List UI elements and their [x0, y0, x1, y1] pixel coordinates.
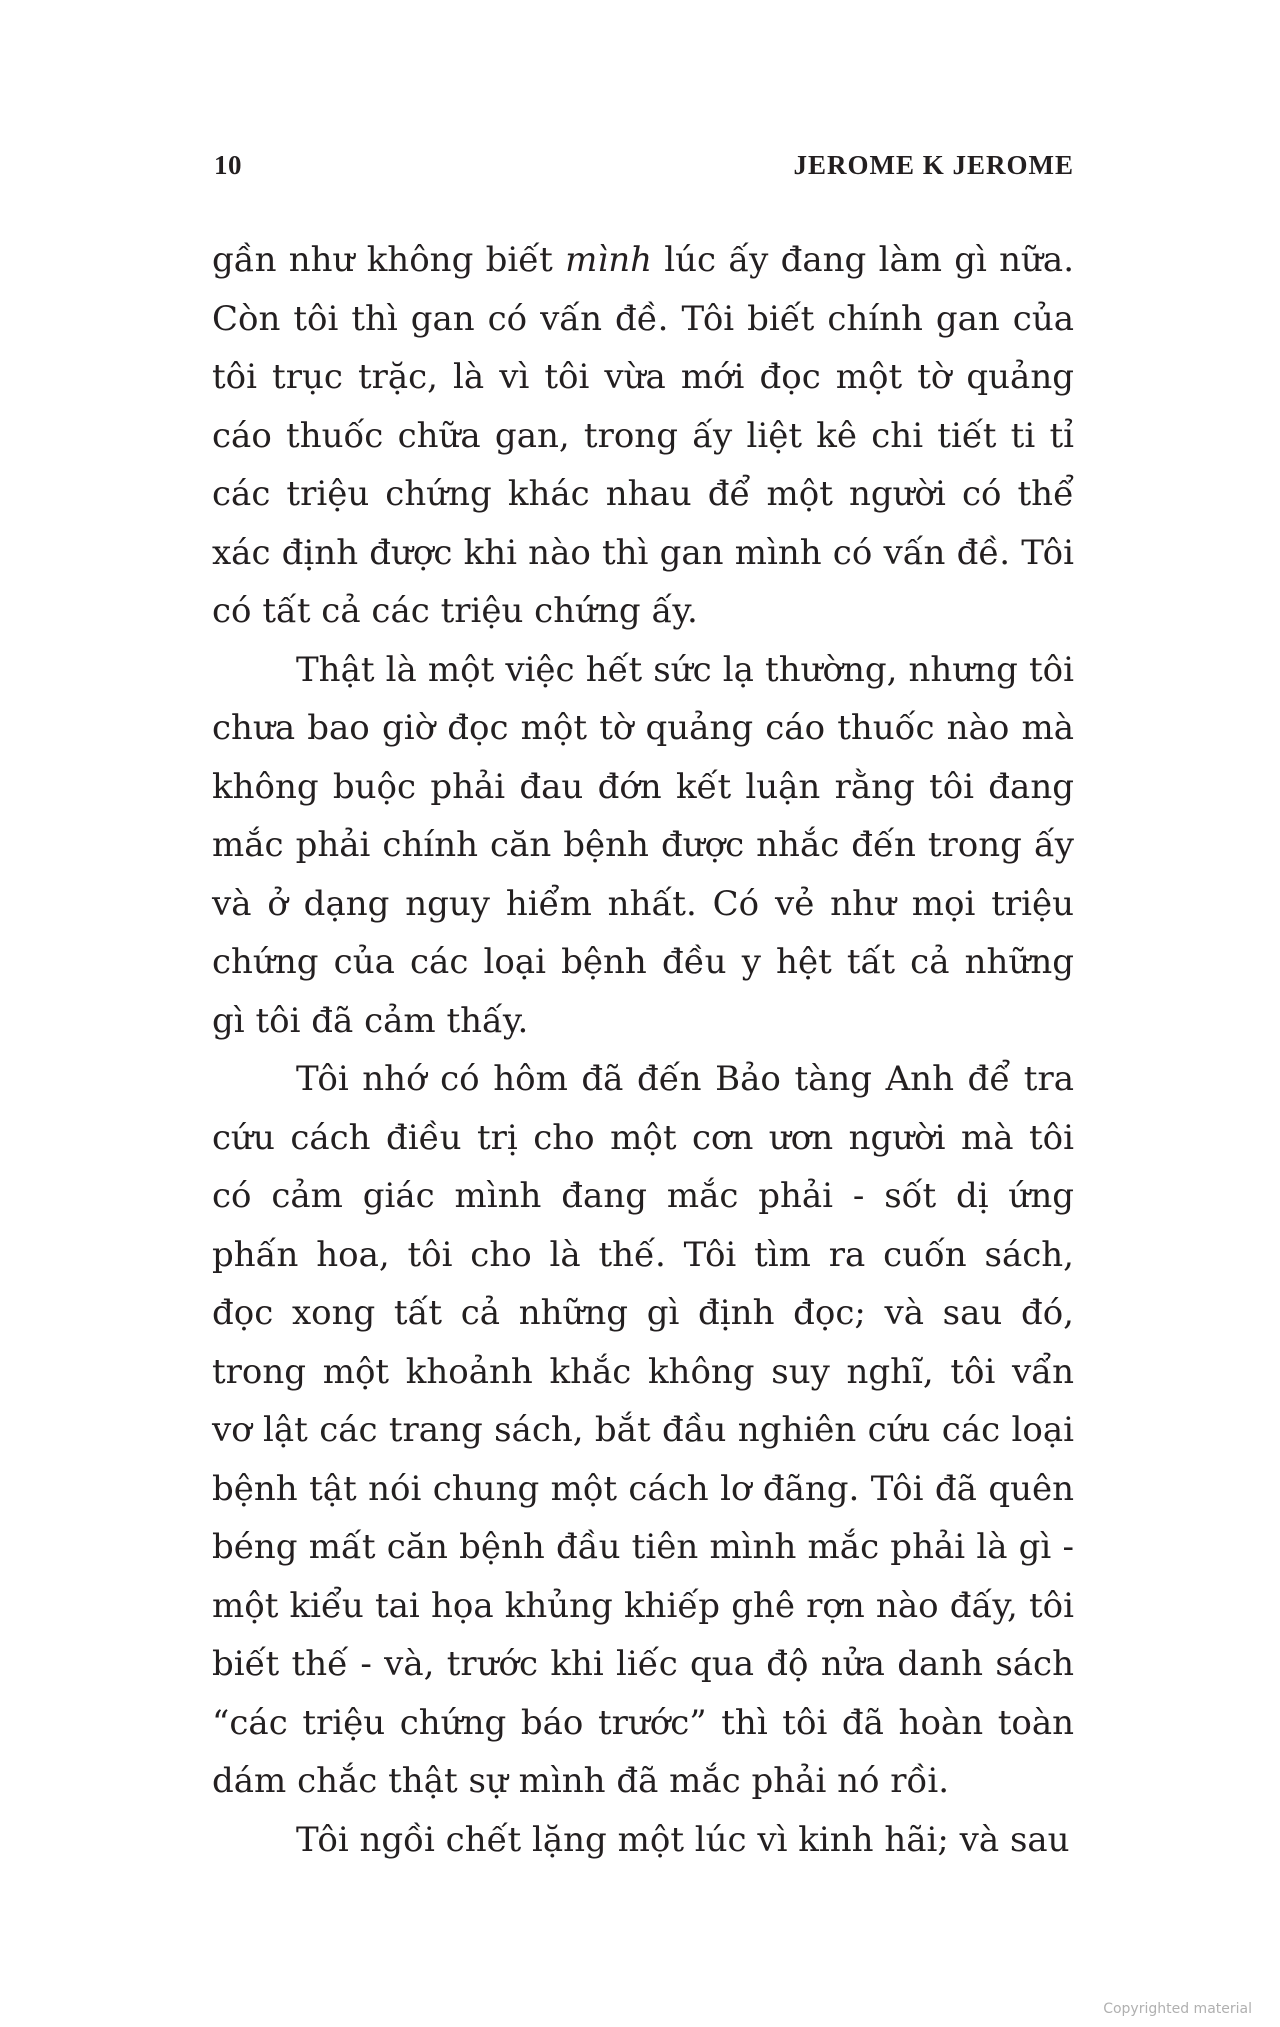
- paragraph-1-before: gần như không biết: [212, 240, 566, 280]
- running-head-author: JEROME K JEROME: [793, 150, 1074, 180]
- body-text: [212, 231, 1074, 1869]
- paragraph-1-after: lúc ấy đang làm gì nữa. Còn tôi thì gan có vấn đề. Tôi biết chính gan của tôi trục trặc, là vì tôi vừa mới đọc một tờ quảng cáo thuốc chữa gan, trong ấy liệt kê chi tiết ti tỉ các triệu chứng khác nhau để một người có thể xác định được khi nào thì gan mình có vấn đề. Tôi có tất cả các triệu chứng ấy.: [212, 240, 1074, 631]
- paragraph-2: Thật là một việc hết sức lạ thường, nhưng tôi chưa bao giờ đọc một tờ quảng cáo thuốc nào mà không buộc phải đau đớn kết luận rằng tôi đang mắc phải chính căn bệnh được nhắc đến trong ấy và ở dạng nguy hiểm nhất. Có vẻ như mọi triệu chứng của các loại bệnh đều y hệt tất cả những gì tôi đã cảm thấy.: [212, 649, 1074, 1041]
- running-head: [214, 150, 1074, 190]
- page-number: 10: [214, 150, 242, 180]
- paragraph-1-emphasis: mình: [565, 240, 652, 280]
- paragraph-4: Tôi ngồi chết lặng một lúc vì kinh hãi; và sau: [296, 1819, 1070, 1860]
- paragraph-3: Tôi nhớ có hôm đã đến Bảo tàng Anh để tra cứu cách điều trị cho một cơn ươn người mà tôi có cảm giác mình đang mắc phải - sốt dị ứng phấn hoa, tôi cho là thế. Tôi tìm ra cuốn sách, đọc xong tất cả những gì định đọc; và sau đó, trong một khoảnh khắc không suy nghĩ, tôi vẩn vơ lật các trang sách, bắt đầu nghiên cứu các loại bệnh tật nói chung một cách lơ đãng. Tôi đã quên béng mất căn bệnh đầu tiên mình mắc phải là gì - một kiểu tai họa khủng khiếp ghê rợn nào đấy, tôi biết thế - và, trước khi liếc qua độ nửa danh sách “các triệu chứng báo trước” thì tôi đã hoàn toàn dám chắc thật sự mình đã mắc phải nó rồi.: [212, 1059, 1074, 1801]
- paragraph-1: [212, 231, 1074, 641]
- copyright-watermark: Copyrighted material: [1103, 2001, 1252, 2017]
